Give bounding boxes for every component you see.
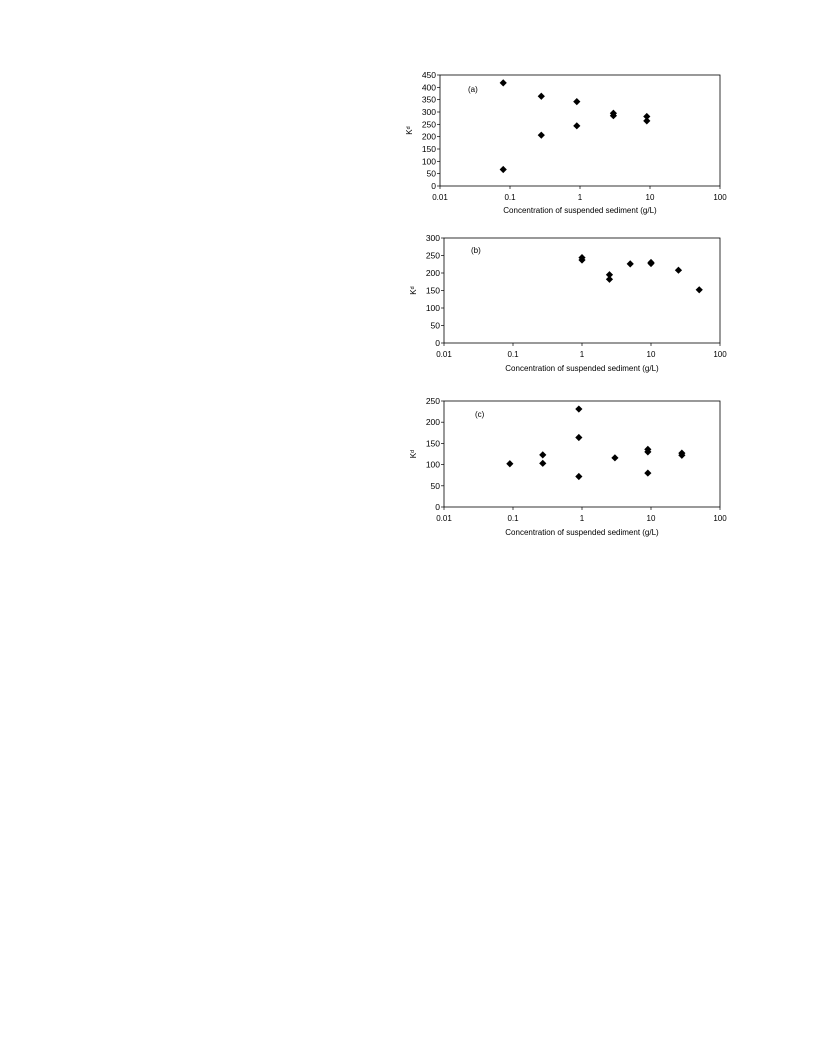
chart-3-ylabel: Kᵈ (409, 449, 418, 459)
chart-2-ytick-label: 100 (425, 303, 440, 313)
chart-1-xtick-label: 10 (645, 193, 655, 202)
chart-2-ytick-label: 200 (425, 268, 440, 278)
chart-3-panel-label: (c) (475, 410, 485, 419)
chart-1-xtick-label: 1 (577, 193, 583, 202)
chart-3-xtick-label: 10 (646, 514, 656, 523)
chart-1-plot-frame (440, 75, 720, 186)
chart-2-ytick-label: 150 (425, 285, 440, 296)
chart-1-xtick-label: 100 (713, 193, 727, 202)
chart-3-ytick-label: 50 (430, 480, 440, 491)
chart-1-ytick-label: 250 (421, 119, 436, 130)
chart-2-xtick-label: 0.01 (436, 350, 452, 359)
chart-1-ytick-label: 50 (426, 168, 436, 179)
chart-2-plot-frame (444, 238, 720, 343)
chart-2-xlabel: Concentration of suspended sediment (g/L) (505, 364, 659, 373)
chart-1-ylabel: Kᵈ (405, 126, 414, 135)
chart-1-ytick-label: 350 (421, 94, 436, 105)
chart-2-xtick-label: 10 (646, 350, 656, 359)
chart-1-xlabel: Concentration of suspended sediment (g/L) (503, 206, 657, 215)
chart-3-xtick-label: 100 (713, 514, 727, 523)
chart-1-ytick-label: 150 (421, 144, 436, 154)
chart-1-ytick-label: 450 (421, 70, 436, 80)
chart-1-xtick-label: 0.1 (504, 193, 516, 202)
chart-1-ytick-label: 300 (421, 107, 436, 117)
chart-3-xtick-label: 0.01 (436, 514, 452, 523)
chart-3-ytick-label: 200 (425, 417, 440, 428)
chart-1-ytick-label: 400 (421, 82, 436, 93)
chart-3-plot-frame (444, 401, 720, 507)
chart-2-xtick-label: 0.1 (507, 350, 519, 359)
chart-3-ytick-label: 250 (425, 396, 440, 406)
chart-3-ytick-label: 150 (425, 438, 440, 449)
chart-2-ytick-label: 50 (430, 320, 440, 331)
chart-3-xtick-label: 0.1 (507, 514, 519, 523)
chart-2-panel-label: (b) (471, 246, 481, 255)
chart-2-ytick-label: 300 (425, 233, 440, 243)
chart-1-ytick-label: 100 (421, 156, 436, 167)
chart-1-ytick-label: 200 (421, 131, 436, 142)
chart-1-xtick-label: 0.01 (432, 193, 448, 202)
chart-2-xtick-label: 1 (579, 350, 585, 359)
chart-3-xtick-label: 1 (579, 514, 585, 523)
chart-3-ytick-label: 100 (425, 459, 440, 470)
chart-3-xlabel: Concentration of suspended sediment (g/L) (505, 528, 659, 537)
chart-2-ytick-label: 0 (435, 338, 440, 348)
chart-2-ylabel: Kᵈ (409, 286, 418, 295)
chart-2-ytick-label: 250 (425, 250, 440, 261)
chart-1-panel-label: (a) (468, 85, 478, 94)
chart-2-xtick-label: 100 (713, 350, 727, 359)
chart-3-ytick-label: 0 (435, 502, 440, 512)
chart-1-ytick-label: 0 (431, 181, 436, 191)
